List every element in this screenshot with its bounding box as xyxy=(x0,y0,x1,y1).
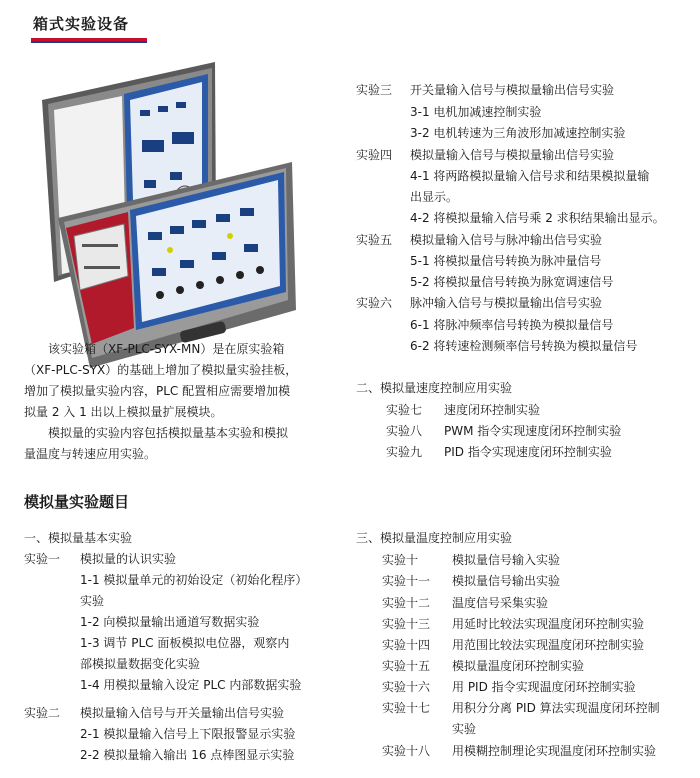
exp17-label: 实验十七 xyxy=(382,701,431,715)
exp16-title: 用 PID 指令实现温度闭环控制实验 xyxy=(452,680,636,694)
speed-section-title: 二、模拟量速度控制应用实验 xyxy=(356,381,513,395)
list-item: 6-1 将脉冲频率信号转换为模拟量信号 xyxy=(410,318,614,332)
list-item: 2-1 模拟量输入信号上下限报警显示实验 xyxy=(80,727,296,741)
list-item: 1-3 调节 PLC 面板模拟电位器，观察内 xyxy=(80,636,290,650)
exp11-title: 模拟量信号输出实验 xyxy=(452,574,561,588)
list-item: 6-2 将转速检测频率信号转换为模拟量信号 xyxy=(410,339,638,353)
list-item: 3-1 电机加减速控制实验 xyxy=(410,105,542,119)
exp14-title: 用范围比较法实现温度闭环控制实验 xyxy=(452,638,645,652)
exp12-title: 温度信号采集实验 xyxy=(452,596,549,610)
exp8-title: PWM 指令实现速度闭环控制实验 xyxy=(444,424,622,438)
intro-line: （XF-PLC-SYX）的基础上增加了模拟量实验挂板， xyxy=(24,363,298,377)
exp10-title: 模拟量信号输入实验 xyxy=(452,553,561,567)
list-item: 5-2 将模拟量信号转换为脉宽调速信号 xyxy=(410,275,614,289)
list-item: 5-1 将模拟量信号转换为脉冲量信号 xyxy=(410,254,602,268)
list-item: 实验 xyxy=(452,722,477,736)
exp7-title: 速度闭环控制实验 xyxy=(444,403,541,417)
exp18-label: 实验十八 xyxy=(382,744,431,758)
list-item: 出显示。 xyxy=(410,190,459,204)
exp16-label: 实验十六 xyxy=(382,680,431,694)
intro-line: 模拟量的实验内容包括模拟量基本实验和模拟 xyxy=(48,426,289,440)
list-item: 3-2 电机转速为三角波形加减速控制实验 xyxy=(410,126,626,140)
exp12-label: 实验十二 xyxy=(382,596,431,610)
exp11-label: 实验十一 xyxy=(382,574,431,588)
exp6-title: 脉冲输入信号与模拟量输出信号实验 xyxy=(410,296,603,310)
exp13-label: 实验十三 xyxy=(382,617,431,631)
exp3-label: 实验三 xyxy=(356,83,393,97)
exp14-label: 实验十四 xyxy=(382,638,431,652)
temp-section-title: 三、模拟量温度控制应用实验 xyxy=(356,531,513,545)
exp17-title: 用积分分离 PID 算法实现温度闭环控制 xyxy=(452,701,660,715)
exp2-label: 实验二 xyxy=(24,706,61,720)
exp9-title: PID 指令实现速度闭环控制实验 xyxy=(444,445,612,459)
exp1-label: 实验一 xyxy=(24,552,61,566)
exp18-title: 用模糊控制理论实现温度闭环控制实验 xyxy=(452,744,657,758)
list-item: 1-4 用模拟量输入设定 PLC 内部数据实验 xyxy=(80,678,302,692)
exp6-label: 实验六 xyxy=(356,296,393,310)
exp4-label: 实验四 xyxy=(356,148,393,162)
exp15-title: 模拟量温度闭环控制实验 xyxy=(452,659,585,673)
exp1-title: 模拟量的认识实验 xyxy=(80,552,177,566)
list-item: 4-2 将模拟量输入信号乘 2 求积结果输出显示。 xyxy=(410,211,665,225)
list-item: 2-2 模拟量输入输出 16 点棒图显示实验 xyxy=(80,748,295,762)
exp13-title: 用延时比较法实现温度闭环控制实验 xyxy=(452,617,645,631)
intro-line: 增加了模拟量实验内容，PLC 配置相应需要增加模 xyxy=(24,384,291,398)
list-item: 4-1 将两路模拟量输入信号求和结果模拟量输 xyxy=(410,169,650,183)
exp4-title: 模拟量输入信号与模拟量输出信号实验 xyxy=(410,148,615,162)
exp8-label: 实验八 xyxy=(386,424,423,438)
intro-line: 量温度与转速应用实验。 xyxy=(24,447,157,461)
exp2-title: 模拟量输入信号与开关量输出信号实验 xyxy=(80,706,285,720)
section-title: 模拟量实验题目 xyxy=(24,493,130,511)
exp10-label: 实验十 xyxy=(382,553,419,567)
intro-paragraph xyxy=(24,339,342,465)
list-item: 1-2 向模拟量输出通道写数据实验 xyxy=(80,615,260,629)
list-item: 1-1 模拟量单元的初始设定（初始化程序） xyxy=(80,573,308,587)
page-header-title: 箱式实验设备 xyxy=(33,15,130,33)
exp3-title: 开关量输入信号与模拟量输出信号实验 xyxy=(410,83,615,97)
experiment-box-image xyxy=(30,60,298,378)
exp15-label: 实验十五 xyxy=(382,659,431,673)
list-item: 部模拟量数据变化实验 xyxy=(80,657,201,671)
exp5-title: 模拟量输入信号与脉冲输出信号实验 xyxy=(410,233,603,247)
intro-line: 拟量 2 入 1 出以上模拟量扩展模块。 xyxy=(24,405,223,419)
exp5-label: 实验五 xyxy=(356,233,393,247)
header-underline-blue xyxy=(31,41,147,43)
exp7-label: 实验七 xyxy=(386,403,423,417)
intro-line: 该实验箱（XF-PLC-SYX-MN）是在原实验箱 xyxy=(48,342,285,356)
basic-section-title: 一、模拟量基本实验 xyxy=(24,531,133,545)
exp9-label: 实验九 xyxy=(386,445,423,459)
list-item: 实验 xyxy=(80,594,105,608)
